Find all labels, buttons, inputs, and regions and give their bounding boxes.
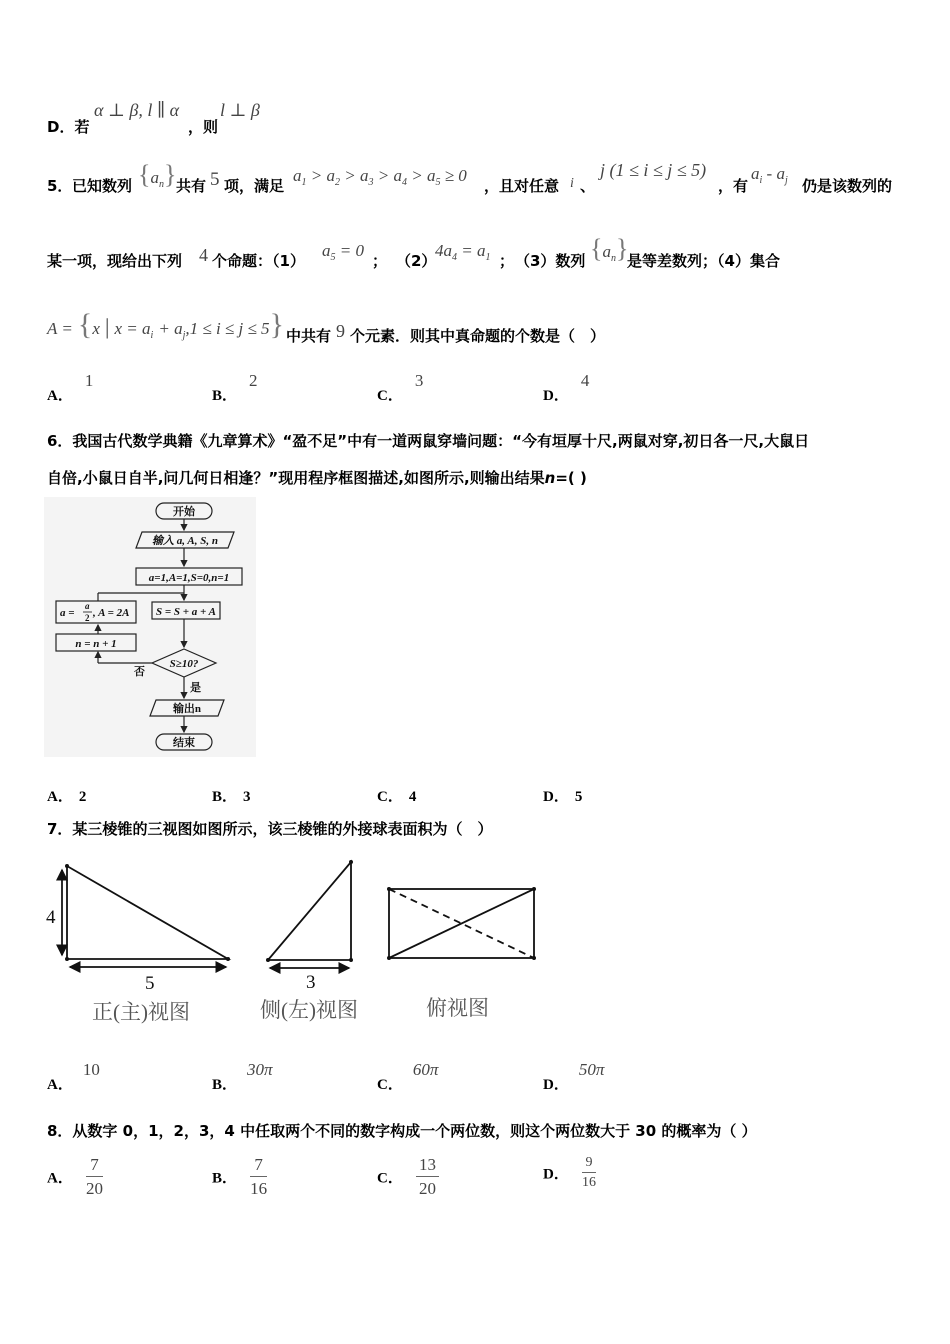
q7-option-b[interactable]: B．30π xyxy=(212,1060,273,1093)
q5-option-a[interactable]: A．1 xyxy=(47,371,94,404)
flow-condition-label: S≥10? xyxy=(169,658,199,670)
q8-option-a[interactable]: A． $\frac{7}{20}$ xyxy=(47,1155,103,1198)
q5-set-definition: A = {x | $x = a_i + a_j,1 \le i \le j \le 5$} xyxy=(47,308,284,341)
q5-j-range: j (1 ≤ i ≤ j ≤ 5) xyxy=(600,160,707,180)
q7-three-views xyxy=(40,855,560,1035)
q5-five: 5 xyxy=(210,169,220,190)
q6-option-a[interactable]: A． 2 xyxy=(47,789,87,805)
q6-text: 自倍,小鼠日自半,问几何日相逢？”现用程序框图描述,如图所示,则输出结果n=( ) xyxy=(47,469,587,487)
q5-semicolon: ； xyxy=(499,252,515,270)
q5-text: 个元素．则其中真命题的个数是（ ） xyxy=(350,327,606,345)
q6-text: 6．我国古代数学典籍《九章算术》“盈不足”中有一道两鼠穿墙问题：“今有垣厚十尺,两鼠对穿,初日各一尺,大鼠日 xyxy=(47,432,810,450)
flow-input-label: 输入 a, A, S, n xyxy=(152,535,218,547)
q6-option-d[interactable]: D． 5 xyxy=(543,789,583,805)
brace-left: { xyxy=(138,160,151,189)
q5-text: 已知数列 xyxy=(72,177,133,195)
q4-if: 若 xyxy=(74,118,90,136)
q5-text: 中共有 xyxy=(286,327,332,345)
q5-i: i xyxy=(570,176,574,191)
q5-number: 5． xyxy=(47,177,73,195)
q5-prop3-sequence: $\{a_n\}$ xyxy=(590,234,629,264)
q5-text: 某一项，现给出下列 xyxy=(47,252,183,270)
q5-text: 是等差数列；（4）集合 xyxy=(627,252,780,270)
q4-condition: α ⊥ β, l ∥ α xyxy=(94,100,180,120)
front-view-triangle xyxy=(67,866,228,959)
flow-update-a-den: 2 xyxy=(85,613,90,623)
brace-right: } xyxy=(615,234,629,263)
brace-right: } xyxy=(269,308,284,341)
q5-option-c[interactable]: C．3 xyxy=(377,371,424,404)
front-height-label: 4 xyxy=(46,907,56,928)
brace-left: { xyxy=(77,308,93,341)
q7-option-d[interactable]: D．50π xyxy=(543,1060,605,1093)
q5-four: 4 xyxy=(199,245,208,265)
q7-text: 7．某三棱锥的三视图如图所示，该三棱锥的外接球表面积为（ ） xyxy=(47,820,493,838)
q6-flowchart xyxy=(44,497,256,757)
flow-sum-label: S = S + a + A xyxy=(156,606,216,618)
side-view-triangle xyxy=(268,862,351,960)
flow-update-a-num: a xyxy=(85,601,90,611)
top-view-caption: 俯视图 xyxy=(426,996,489,1020)
q5-prop3-label: （3）数列 xyxy=(515,252,586,270)
q5-option-d[interactable]: D．4 xyxy=(543,371,590,404)
flow-output-label: 输出n xyxy=(172,703,202,715)
q8-text: 8．从数字 0，1，2，3，4 中任取两个不同的数字构成一个两位数，则这个两位数大于 30 的概率为（ ） xyxy=(47,1122,757,1140)
q5-text: 个命题：（1） xyxy=(212,252,305,270)
flow-no-label: 否 xyxy=(134,666,145,678)
q8-option-b[interactable]: B． $\frac{7}{16}$ xyxy=(212,1155,268,1198)
q4-option-d xyxy=(47,116,89,137)
side-view-caption: 侧(左)视图 xyxy=(260,998,358,1022)
q7-option-c[interactable]: C．60π xyxy=(377,1060,439,1093)
brace-left: { xyxy=(590,234,603,263)
flow-yes-label: 是 xyxy=(190,682,201,694)
q5-text: 项，满足 xyxy=(224,177,285,195)
q8-option-c[interactable]: C． $\frac{13}{20}$ xyxy=(377,1155,439,1199)
flow-end-label: 结束 xyxy=(173,737,195,749)
front-view-caption: 正(主)视图 xyxy=(92,1000,190,1024)
q5-text: 仍是该数列的 xyxy=(802,177,893,195)
q6-option-c[interactable]: C． 4 xyxy=(377,789,417,805)
q4-conclusion: l ⊥ β xyxy=(220,100,260,120)
q5-prop1: $a_5 = 0$ xyxy=(322,241,364,263)
q5-text: 共有 xyxy=(176,177,207,195)
q6-option-b[interactable]: B． 3 xyxy=(212,789,251,805)
q5-difference: $a_i - a_j$ xyxy=(751,164,788,186)
q4-then: ，则 xyxy=(188,118,219,136)
flow-incr-label: n = n + 1 xyxy=(75,638,117,650)
flow-update-A: , A = 2A xyxy=(93,607,130,619)
q5-text: ，且对任意 xyxy=(484,177,560,195)
q5-sequence: $\{a_n\}$ xyxy=(138,160,177,190)
flow-start-label: 开始 xyxy=(173,506,195,518)
q5-semicolon: ； xyxy=(372,252,388,270)
option-label: D． xyxy=(47,118,75,136)
side-width-label: 3 xyxy=(306,972,316,993)
q5-nine: 9 xyxy=(336,321,345,341)
brace-right: } xyxy=(163,160,177,189)
flow-update-a: a = xyxy=(60,607,75,619)
q5-prop2: $4a_4 = a_1$ xyxy=(435,241,491,263)
q5-text: ，有 xyxy=(718,177,749,195)
q5-inequality: $a_1 > a_2 > a_3 > a_4 > a_5 \ge 0$ xyxy=(293,166,467,188)
q5-comma: 、 xyxy=(580,177,596,195)
q5-option-b[interactable]: B．2 xyxy=(212,371,258,404)
q8-option-d[interactable]: D． $\frac{9}{16}$ xyxy=(543,1155,596,1190)
q7-option-a[interactable]: A．10 xyxy=(47,1060,100,1093)
front-width-label: 5 xyxy=(145,973,155,994)
flow-init-label: a=1,A=1,S=0,n=1 xyxy=(148,572,230,584)
q5-prop2-label: （2） xyxy=(396,252,437,270)
